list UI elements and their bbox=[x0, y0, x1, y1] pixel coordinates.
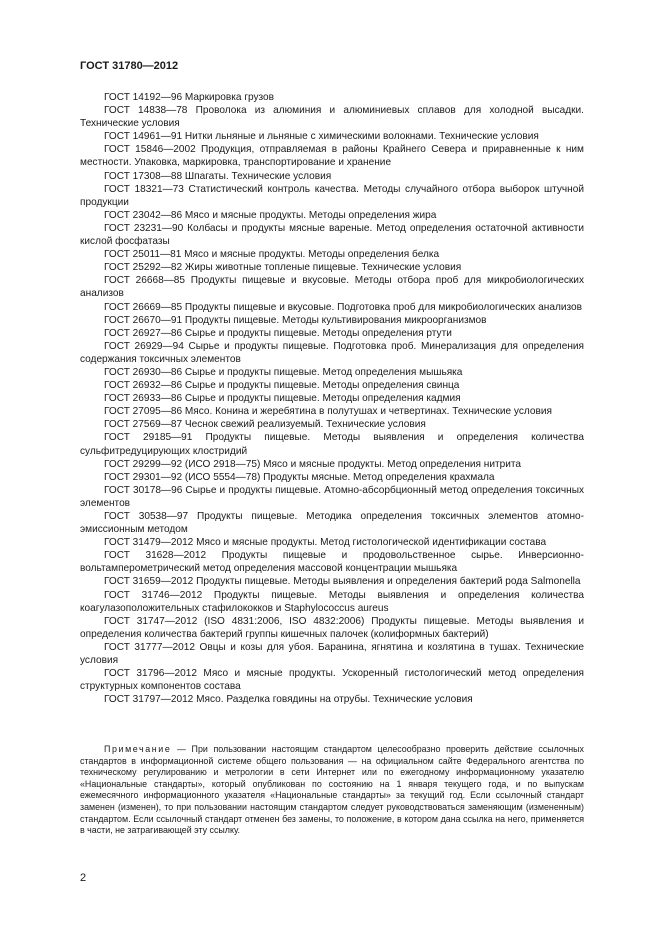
reference-item: ГОСТ 31747—2012 (ISO 4831:2006, ISO 4832:2006) Продукты пищевые. Методы выявления и определения количества бактерий группы кишечных палочек (колиформных бактерий) bbox=[80, 615, 584, 640]
normative-references-list bbox=[80, 91, 584, 706]
reference-item: ГОСТ 31479—2012 Мясо и мясные продукты. Метод гистологической идентификации состава bbox=[104, 537, 547, 549]
reference-item: ГОСТ 25292—82 Жиры животные топленые пищевые. Технические условия bbox=[104, 262, 462, 274]
reference-item: ГОСТ 29185—91 Продукты пищевые. Методы выявления и определения количества сульфитредуцирующих клостридий bbox=[80, 432, 584, 457]
reference-item: ГОСТ 23231—90 Колбасы и продукты мясные вареные. Метод определения остаточной активности кислой фосфатазы bbox=[80, 222, 584, 248]
reference-item: ГОСТ 29299—92 (ИСО 2918—75) Мясо и мясные продукты. Метод определения нитрита bbox=[104, 458, 522, 470]
reference-item: ГОСТ 27095—86 Мясо. Конина и жеребятина в полутушах и четвертинах. Технические условия bbox=[104, 406, 552, 418]
reference-item: ГОСТ 15846—2002 Продукция, отправляемая в районы Крайнего Севера и приравненные к ним местности. Упаковка, маркировка, транспортирование и хранение bbox=[80, 144, 584, 169]
reference-item: ГОСТ 30178—96 Сырье и продукты пищевые. Атомно-абсорбционный метод определения токсичных элементов bbox=[80, 484, 584, 509]
reference-item: ГОСТ 31777—2012 Овцы и козы для убоя. Баранина, ягнятина и козлятина в тушах. Технические условия bbox=[80, 641, 584, 667]
reference-item: ГОСТ 25011—81 Мясо и мясные продукты. Методы определения белка bbox=[104, 249, 440, 261]
reference-item: ГОСТ 31659—2012 Продукты пищевые. Методы выявления и определения бактерий рода Salmonella bbox=[104, 576, 581, 588]
reference-item: ГОСТ 27569—87 Чеснок свежий реализуемый. Технические условия bbox=[104, 419, 426, 431]
reference-item: ГОСТ 29301—92 (ИСО 5554—78) Продукты мясные. Метод определения крахмала bbox=[104, 471, 495, 483]
document-header: ГОСТ 31780—2012 bbox=[80, 60, 179, 72]
reference-item: ГОСТ 26933—86 Сырье и продукты пищевые. Методы определения кадмия bbox=[104, 393, 461, 405]
reference-item: ГОСТ 26927—86 Сырье и продукты пищевые. Методы определения ртути bbox=[104, 327, 452, 339]
reference-item: ГОСТ 26669—85 Продукты пищевые и вкусовые. Подготовка проб для микробиологических анализов bbox=[104, 301, 582, 313]
reference-item: ГОСТ 26932—86 Сырье и продукты пищевые. Методы определения свинца bbox=[104, 380, 460, 392]
page-number: 2 bbox=[80, 872, 87, 884]
note-paragraph bbox=[80, 744, 584, 837]
reference-item: ГОСТ 26929—94 Сырье и продукты пищевые. Подготовка проб. Минерализация для определения содержания токсичных элементов bbox=[80, 340, 584, 365]
reference-item: ГОСТ 23042—86 Мясо и мясные продукты. Методы определения жира bbox=[104, 209, 437, 221]
reference-item: ГОСТ 14192—96 Маркировка грузов bbox=[104, 92, 275, 103]
note-text: — При пользовании настоящим стандартом целесообразно проверить действие ссылочных стандартов в информационной системе общего пользования — на официальном сайте Федерального агентства по техническому регулированию и метрологии в сети Интернет или по ежегодному информационному указателю «Национальные стандарты», который опубликован по состоянию на 1 января текущего года, и по выпускам ежемесячного информационного указателя «Национальные стандарты» за текущий год. Если ссылочный стандарт заменен (изменен), то при пользовании настоящим стандартом следует руководствоваться заменяющим (измененным) стандартом. Если ссылочный стандарт отменен без замены, то положение, в котором дана ссылка на него, применяется в части, не затрагивающей эту ссылку. bbox=[80, 744, 584, 836]
reference-item: ГОСТ 14961—91 Нитки льняные и льняные с химическими волокнами. Технические условия bbox=[104, 131, 539, 143]
reference-item: ГОСТ 18321—73 Статистический контроль качества. Методы случайного отбора выборок штучной продукции bbox=[80, 183, 584, 208]
reference-item: ГОСТ 26668—85 Продукты пищевые и вкусовые. Методы отбора проб для микробиологических анализов bbox=[80, 275, 584, 300]
reference-item: ГОСТ 17308—88 Шпагаты. Технические условия bbox=[104, 170, 332, 182]
reference-item: ГОСТ 31628—2012 Продукты пищевые и продовольственное сырье. Инверсионно-вольтамперометрический метод определения массовой концентрации мышьяка bbox=[80, 550, 584, 575]
reference-item: ГОСТ 30538—97 Продукты пищевые. Методика определения токсичных элементов атомно-эмиссионным методом bbox=[80, 511, 584, 536]
reference-item: ГОСТ 14838—78 Проволока из алюминия и алюминиевых сплавов для холодной высадки. Технические условия bbox=[80, 105, 584, 130]
reference-item: ГОСТ 26670—91 Продукты пищевые. Методы культивирования микроорганизмов bbox=[104, 314, 487, 326]
reference-item: ГОСТ 31796—2012 Мясо и мясные продукты. Ускоренный гистологический метод определения структурных компонентов состава bbox=[80, 668, 584, 693]
reference-item: ГОСТ 26930—86 Сырье и продукты пищевые. Метод определения мышьяка bbox=[104, 366, 463, 378]
note-label: Примечание bbox=[104, 744, 172, 754]
reference-item: ГОСТ 31797—2012 Мясо. Разделка говядины на отрубы. Технические условия bbox=[104, 694, 473, 706]
reference-item: ГОСТ 31746—2012 Продукты пищевые. Методы выявления и определения количества коагулазоположительных стафилококков и Staphylococcus aureus bbox=[80, 589, 584, 614]
